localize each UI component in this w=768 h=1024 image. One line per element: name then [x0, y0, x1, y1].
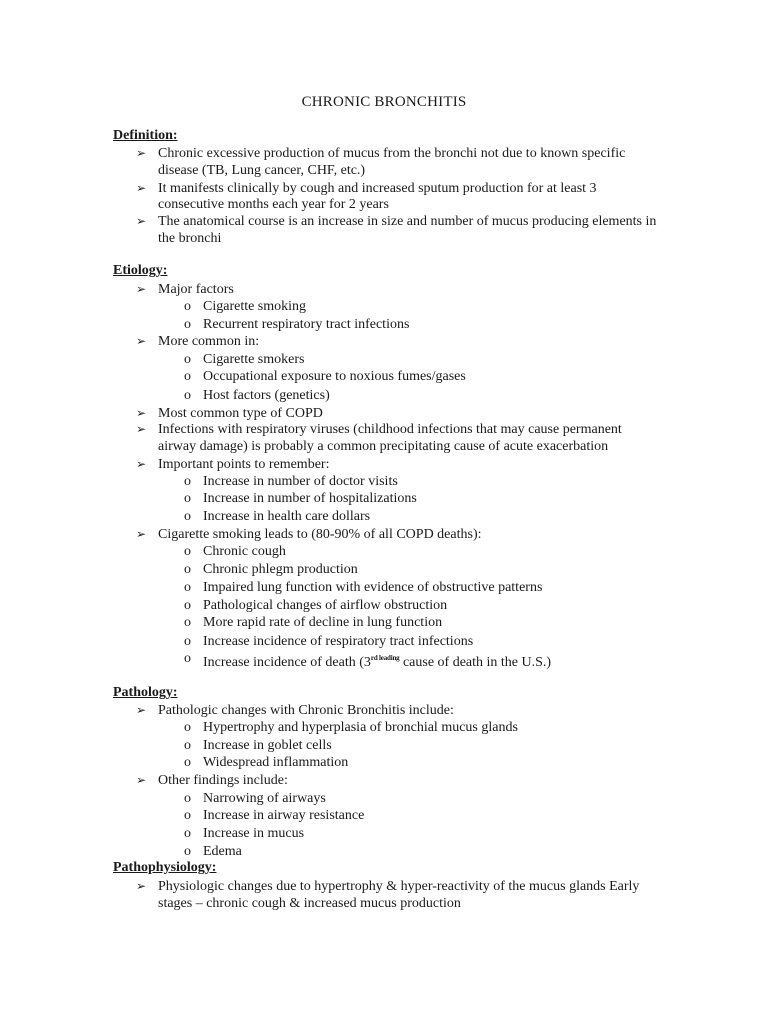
- circle-bullet-icon: o: [184, 474, 191, 489]
- arrow-bullet-icon: ➢: [136, 457, 147, 471]
- circle-bullet-icon: o: [184, 369, 191, 384]
- arrow-bullet-icon: ➢: [136, 703, 147, 717]
- list-item: Cigarette smoking: [203, 299, 307, 314]
- circle-bullet-icon: o: [184, 808, 191, 823]
- page-title: CHRONIC BRONCHITIS: [301, 94, 467, 110]
- list-item-death: [203, 650, 551, 671]
- death-text-start: Increase incidence of death (3: [203, 655, 371, 670]
- definition-item-3-line-1: The anatomical course is an increase in size and number of mucus producing elements in: [158, 214, 657, 229]
- arrow-bullet-icon: ➢: [136, 181, 147, 195]
- death-text-end: cause of death in the U.S.): [399, 655, 552, 670]
- list-item: Increase in number of doctor visits: [203, 474, 398, 489]
- pathophysiology-line-2: stages – chronic cough & increased mucus production: [158, 896, 461, 911]
- ordinal-superscript: rd leading: [370, 654, 400, 662]
- circle-bullet-icon: o: [184, 388, 191, 403]
- list-item: Increase in goblet cells: [203, 738, 332, 753]
- definition-item-1-line-2: disease (TB, Lung cancer, CHF, etc.): [158, 163, 366, 178]
- list-item: Increase in mucus: [203, 826, 305, 841]
- circle-bullet-icon: o: [184, 317, 191, 332]
- etiology-major-factors: Major factors: [158, 282, 234, 297]
- circle-bullet-icon: o: [184, 544, 191, 559]
- pathology-other: Other findings include:: [158, 773, 288, 788]
- list-item: Chronic cough: [203, 544, 286, 559]
- pathophysiology-line-1: Physiologic changes due to hypertrophy & hyper-reactivity of the mucus glands Early: [158, 879, 640, 894]
- circle-bullet-icon: o: [184, 491, 191, 506]
- definition-item-1-line-1: Chronic excessive production of mucus from the bronchi not due to known specific: [158, 146, 626, 161]
- definition-item-2-line-1: It manifests clinically by cough and increased sputum production for at least 3: [158, 181, 597, 196]
- definition-item-3-line-2: the bronchi: [158, 231, 222, 246]
- list-item: Pathological changes of airflow obstruction: [203, 598, 448, 613]
- circle-bullet-icon: o: [184, 352, 191, 367]
- list-item: Impaired lung function with evidence of obstructive patterns: [203, 580, 543, 595]
- etiology-infections-line-1: Infections with respiratory viruses (childhood infections that may cause permanent: [158, 422, 622, 437]
- list-item: Hypertrophy and hyperplasia of bronchial mucus glands: [203, 720, 518, 735]
- list-item: Narrowing of airways: [203, 791, 326, 806]
- etiology-more-common: More common in:: [158, 334, 260, 349]
- etiology-infections-line-2: airway damage) is probably a common precipitating cause of acute exacerbation: [158, 439, 609, 454]
- arrow-bullet-icon: ➢: [136, 146, 147, 160]
- definition-heading: Definition:: [113, 128, 178, 143]
- arrow-bullet-icon: ➢: [136, 422, 147, 436]
- circle-bullet-icon: o: [184, 580, 191, 595]
- arrow-bullet-icon: ➢: [136, 406, 147, 420]
- definition-item-2-line-2: consecutive months each year for 2 years: [158, 197, 389, 212]
- circle-bullet-icon: o: [184, 634, 191, 649]
- list-item: More rapid rate of decline in lung function: [203, 615, 443, 630]
- list-item: Increase in number of hospitalizations: [203, 491, 417, 506]
- circle-bullet-icon: o: [184, 755, 191, 770]
- circle-bullet-icon: o: [184, 509, 191, 524]
- etiology-copd: Most common type of COPD: [158, 406, 323, 421]
- circle-bullet-icon: o: [184, 844, 191, 859]
- list-item: Increase incidence of respiratory tract infections: [203, 634, 474, 649]
- circle-bullet-icon: o: [184, 562, 191, 577]
- list-item: Chronic phlegm production: [203, 562, 358, 577]
- list-item: Occupational exposure to noxious fumes/gases: [203, 369, 466, 384]
- etiology-smoking: Cigarette smoking leads to (80-90% of all COPD deaths):: [158, 527, 482, 542]
- arrow-bullet-icon: ➢: [136, 527, 147, 541]
- arrow-bullet-icon: ➢: [136, 214, 147, 228]
- pathology-heading: Pathology:: [113, 685, 178, 700]
- list-item: Increase in health care dollars: [203, 509, 371, 524]
- circle-bullet-icon: o: [184, 738, 191, 753]
- etiology-heading: Etiology:: [113, 263, 168, 278]
- circle-bullet-icon: o: [184, 299, 191, 314]
- circle-bullet-icon: o: [184, 720, 191, 735]
- arrow-bullet-icon: ➢: [136, 334, 147, 348]
- circle-bullet-icon: o: [184, 615, 191, 630]
- list-item: Host factors (genetics): [203, 388, 330, 403]
- circle-bullet-icon: o: [184, 826, 191, 841]
- pathology-changes: Pathologic changes with Chronic Bronchitis include:: [158, 703, 454, 718]
- pathophysiology-heading: Pathophysiology:: [113, 860, 217, 875]
- list-item: Increase in airway resistance: [203, 808, 365, 823]
- circle-bullet-icon: o: [184, 791, 191, 806]
- list-item: Edema: [203, 844, 242, 859]
- circle-bullet-icon: o: [184, 598, 191, 613]
- arrow-bullet-icon: ➢: [136, 773, 147, 787]
- list-item: Widespread inflammation: [203, 755, 349, 770]
- etiology-important-points: Important points to remember:: [158, 457, 330, 472]
- arrow-bullet-icon: ➢: [136, 879, 147, 893]
- list-item: Cigarette smokers: [203, 352, 305, 367]
- circle-bullet-icon: o: [184, 651, 191, 666]
- list-item: Recurrent respiratory tract infections: [203, 317, 410, 332]
- arrow-bullet-icon: ➢: [136, 282, 147, 296]
